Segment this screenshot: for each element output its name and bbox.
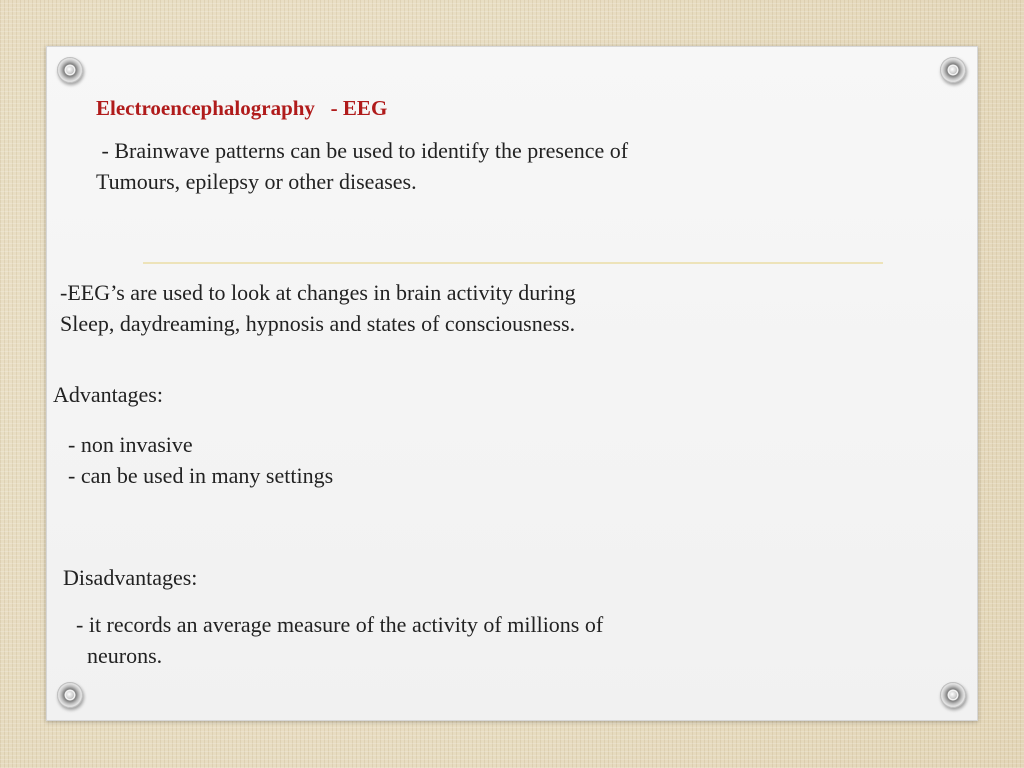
intro-line: Tumours, epilepsy or other diseases. bbox=[96, 169, 417, 194]
divider-line bbox=[143, 262, 883, 264]
advantages-heading: Advantages: bbox=[53, 382, 163, 407]
advantages-list bbox=[68, 429, 333, 491]
list-item: - non invasive bbox=[68, 432, 193, 457]
list-item: - can be used in many settings bbox=[68, 463, 334, 488]
pushpin-icon bbox=[940, 682, 966, 708]
pushpin-icon bbox=[57, 57, 83, 83]
disadvantages-heading: Disadvantages: bbox=[63, 565, 198, 590]
usage-line: -EEG’s are used to look at changes in brain activity during bbox=[60, 280, 576, 305]
list-item: - it records an average measure of the activity of millions of bbox=[76, 612, 604, 637]
usage-paragraph bbox=[60, 277, 576, 339]
list-item-continuation: neurons. bbox=[76, 643, 163, 668]
slide-title: Electroencephalography - EEG bbox=[96, 96, 388, 120]
pushpin-icon bbox=[57, 682, 83, 708]
disadvantages-list bbox=[76, 609, 603, 671]
intro-paragraph bbox=[96, 135, 628, 197]
pushpin-icon bbox=[940, 57, 966, 83]
intro-line: - Brainwave patterns can be used to identify the presence of bbox=[96, 138, 629, 163]
usage-line: Sleep, daydreaming, hypnosis and states of consciousness. bbox=[60, 311, 576, 336]
